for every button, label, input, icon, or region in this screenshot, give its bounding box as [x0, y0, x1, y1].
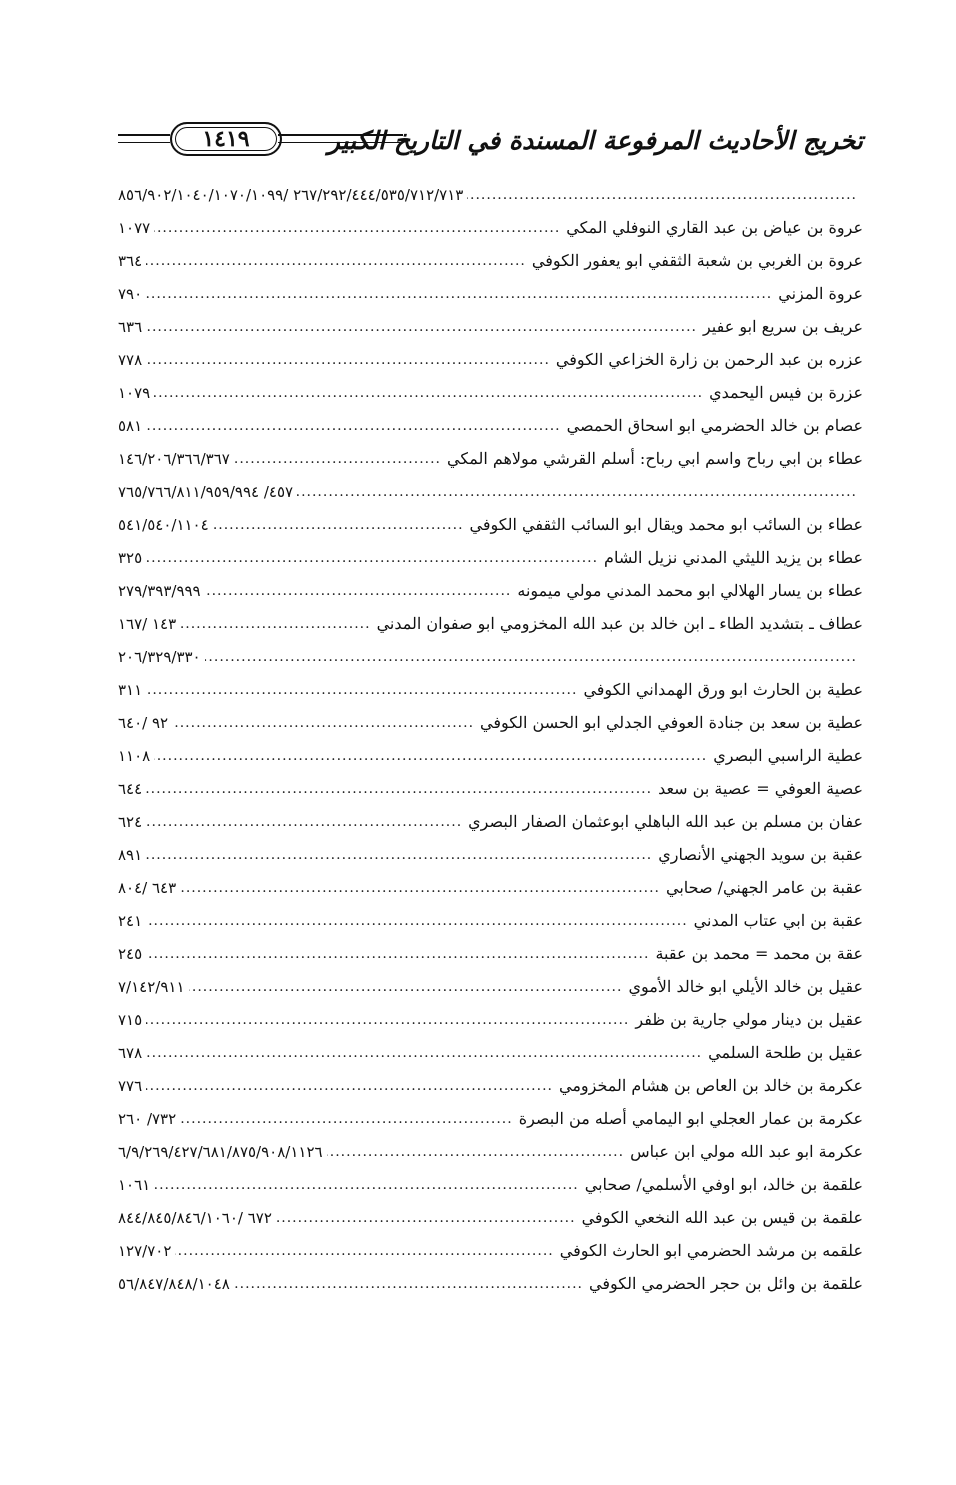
index-entry	[118, 343, 863, 376]
entry-page-refs: ٧٩٠	[118, 284, 143, 303]
leader-dots	[146, 350, 550, 370]
entry-name: عطية بن الحارث ابو ورق الهمداني الكوفي	[583, 680, 863, 699]
entry-page-refs: ٦٧٨	[118, 1043, 143, 1062]
leader-dots	[175, 1241, 553, 1261]
index-entry	[118, 640, 863, 673]
running-header	[118, 112, 863, 168]
page-number-badge	[170, 122, 282, 156]
index-entry	[118, 772, 863, 805]
leader-dots	[180, 1109, 513, 1129]
leader-dots	[146, 1010, 629, 1030]
index-entry	[118, 1201, 863, 1234]
entry-name: عقيل بن طلحة السلمي	[708, 1043, 863, 1062]
entry-name: عطاء بن السائب ابو محمد ويقال ابو السائب الثقفي الكوفي	[469, 515, 863, 534]
entry-page-refs: ٣٢٥	[118, 548, 143, 567]
header-rule	[118, 134, 170, 136]
entry-page-refs: ١٠٧٧	[118, 218, 151, 237]
leader-dots	[213, 515, 464, 535]
index-entry	[118, 1135, 863, 1168]
index-entry	[118, 574, 863, 607]
entry-name: عطاء بن ابي رباح واسم ابي رباح: أسلم القرشي مولاهم المكي	[447, 449, 863, 468]
leader-dots	[154, 383, 703, 403]
index-entry	[118, 508, 863, 541]
entry-page-refs: ٥٦/٨٤٧/٨٤٨/١٠٤٨	[118, 1274, 230, 1293]
entry-name: علقمة بن قيس بن عبد الله النخعي الكوفي	[581, 1208, 863, 1227]
entry-page-refs: ١٤٦/٢٠٦/٣٦٦/٣٦٧	[118, 449, 230, 468]
leader-dots	[154, 1175, 579, 1195]
index-entry	[118, 277, 863, 310]
leader-dots	[146, 251, 526, 271]
entry-name: عطية بن سعد بن جنادة العوفي الجدلي ابو الحسن الكوفي	[480, 713, 863, 732]
leader-dots	[146, 284, 772, 304]
index-entry	[118, 211, 863, 244]
leader-dots	[172, 713, 474, 733]
entry-page-refs: ٣٦٤	[118, 251, 143, 270]
entry-name: عقة بن محمد = محمد بن عقبة	[655, 944, 863, 963]
entry-page-refs: ٦٣٦	[118, 317, 143, 336]
leader-dots	[234, 1274, 583, 1294]
entry-name: عزرة بن فيس اليحمدي	[709, 383, 863, 402]
index-entry	[118, 475, 863, 508]
entry-page-refs: ٩٢ /٦٤٠	[118, 713, 169, 732]
index-entry	[118, 1036, 863, 1069]
entry-name: عطاء بن يزيد الليثي المدني نزيل الشام	[604, 548, 863, 567]
entry-name: عطية الراسبي البصري	[713, 746, 863, 765]
leader-dots	[467, 185, 857, 205]
entry-page-refs: ١١٠٨	[118, 746, 151, 765]
entry-name: عكرمة بن خالد بن العاص بن هشام المخزومي	[558, 1076, 863, 1095]
entry-page-refs: ١٠٧٩	[118, 383, 151, 402]
leader-dots	[146, 911, 688, 931]
index-entry	[118, 442, 863, 475]
leader-dots	[146, 1043, 702, 1063]
leader-dots	[189, 977, 623, 997]
index-entry	[118, 739, 863, 772]
entry-page-refs: ١٤٣ /١٦٧	[118, 614, 177, 633]
index-entry-list	[118, 178, 863, 1300]
index-entry	[118, 1102, 863, 1135]
entry-page-refs: ٧١٥	[118, 1010, 143, 1029]
header-rule	[118, 142, 170, 143]
leader-dots	[154, 218, 560, 238]
entry-name: عقبة بن سويد الجهني الأنصاري	[658, 845, 863, 864]
index-entry	[118, 310, 863, 343]
entry-name: عروة بن عياض بن عبد القاري النوفلي المكي	[566, 218, 863, 237]
entry-page-refs: ٦٤٣ /٨٠٤	[118, 878, 177, 897]
entry-name: عكرمة بن عمار العجلي ابو اليمامي أصله من البصرة	[518, 1109, 863, 1128]
entry-name: علقمه بن مرشد الحضرمي ابو الحارث الكوفي	[559, 1241, 863, 1260]
entry-name: عريف بن سريع ابو عفير	[702, 317, 863, 336]
entry-name: عروة المزني	[778, 284, 863, 303]
leader-dots	[146, 416, 560, 436]
entry-name: عصية العوفي = عصية بن سعد	[658, 779, 863, 798]
leader-dots	[146, 845, 652, 865]
leader-dots	[205, 647, 857, 667]
leader-dots	[180, 614, 370, 634]
index-entry	[118, 376, 863, 409]
entry-page-refs: ٧٧٨	[118, 350, 143, 369]
leader-dots	[146, 812, 462, 832]
leader-dots	[154, 746, 707, 766]
index-entry	[118, 541, 863, 574]
index-entry	[118, 1069, 863, 1102]
entry-name: عكرمة ابو عبد الله مولي ابن عباس	[630, 1142, 863, 1161]
entry-name: عطاء بن يسار الهلالي ابو محمد المدني مولي ميمونه	[517, 581, 863, 600]
entry-name: عقيل بن دينار مولي جارية بن ظفر	[635, 1010, 863, 1029]
entry-page-refs: ٢٤١	[118, 911, 143, 930]
index-entry	[118, 937, 863, 970]
page-number: ١٤١٩	[202, 126, 250, 152]
index-entry	[118, 1267, 863, 1300]
index-entry	[118, 244, 863, 277]
leader-dots	[180, 878, 660, 898]
entry-page-refs: ١٢٧/٧٠٢	[118, 1241, 172, 1260]
entry-page-refs: ١٠٦١	[118, 1175, 151, 1194]
leader-dots	[205, 581, 512, 601]
leader-dots	[234, 449, 441, 469]
entry-page-refs: ٢٧٩/٣٩٣/٩٩٩	[118, 581, 201, 600]
index-entry	[118, 904, 863, 937]
index-entry	[118, 673, 863, 706]
index-entry	[118, 1234, 863, 1267]
leader-dots	[276, 1208, 576, 1228]
leader-dots	[297, 482, 857, 502]
entry-name: علقمة بن وائل بن حجر الحضرمي الكوفي	[589, 1274, 863, 1293]
entry-name: عطاف ـ بتشديد الطاء ـ ابن خالد بن عبد الله المخزومي ابو صفوان المدني	[376, 614, 863, 633]
entry-page-refs: ٦/٩/٢٦٩/٤٢٧/٦٨١/٨٧٥/٩٠٨/١١٢٦	[118, 1142, 323, 1161]
index-entry	[118, 1003, 863, 1036]
entry-page-refs: ٤٥٧/ ٧٦٥/٧٦٦/٨١١/٩٥٩/٩٩٤	[118, 482, 294, 501]
entry-page-refs: ٢٦٧/٢٩٢/٤٤٤/٥٣٥/٧١٢/٧١٣ /٨٥٦/٩٠٢/١٠٤٠/١٠٧٠/١٠٩٩	[118, 185, 464, 204]
index-entry	[118, 178, 863, 211]
leader-dots	[146, 944, 649, 964]
leader-dots	[327, 1142, 625, 1162]
entry-page-refs: ٢٤٥	[118, 944, 143, 963]
entry-name: عقيل بن خالد الأيلي ابو خالد الأموي	[628, 977, 863, 996]
entry-page-refs: ٣١١	[118, 680, 143, 699]
leader-dots	[146, 680, 577, 700]
entry-name: علقمة بن خالد، ابو اوفي الأسلمي/ صحابي	[584, 1175, 863, 1194]
entry-name: عقبة بن ابي عتاب المدني	[693, 911, 863, 930]
entry-name: عقبة بن عامر الجهني/ صحابي	[666, 878, 863, 897]
index-entry	[118, 871, 863, 904]
leader-dots	[146, 779, 652, 799]
index-entry	[118, 1168, 863, 1201]
entry-page-refs: ٦٢٤	[118, 812, 143, 831]
entry-page-refs: ٦٤٤	[118, 779, 143, 798]
entry-name: عصام بن خالد الحضرمي ابو اسحاق الحمصي	[566, 416, 863, 435]
index-entry	[118, 970, 863, 1003]
index-entry	[118, 607, 863, 640]
entry-page-refs: ٢٠٦/٣٢٩/٣٣٠	[118, 647, 201, 666]
leader-dots	[146, 317, 697, 337]
entry-page-refs: ٥٤١/٥٤٠/١١٠٤	[118, 515, 209, 534]
entry-page-refs: ٦٧٢ /٨٤٤/٨٤٥/٨٤٦/١٠٦٠	[118, 1208, 272, 1227]
entry-page-refs: ٧٣٢/ ٢٦٠	[118, 1109, 177, 1128]
entry-name: عزره بن عبد الرحمن بن زارة الخزاعي الكوفي	[555, 350, 863, 369]
entry-page-refs: ٧/١٤٢/٩١١	[118, 977, 185, 996]
entry-page-refs: ٨٩١	[118, 845, 143, 864]
entry-name: عروة بن الغربي بن شعبة الثقفي ابو يعفور الكوفي	[531, 251, 863, 270]
leader-dots	[146, 1076, 553, 1096]
index-entry	[118, 838, 863, 871]
leader-dots	[146, 548, 598, 568]
entry-name: عفان بن مسلم بن عبد الله الباهلي ابوعثمان الصفار البصري	[468, 812, 863, 831]
header-title: تخريج الأحاديث المرفوعة المسندة في التاريخ الكبير	[327, 126, 863, 155]
index-entry	[118, 805, 863, 838]
index-entry	[118, 409, 863, 442]
entry-page-refs: ٥٨١	[118, 416, 143, 435]
index-entry	[118, 706, 863, 739]
entry-page-refs: ٧٧٦	[118, 1076, 143, 1095]
